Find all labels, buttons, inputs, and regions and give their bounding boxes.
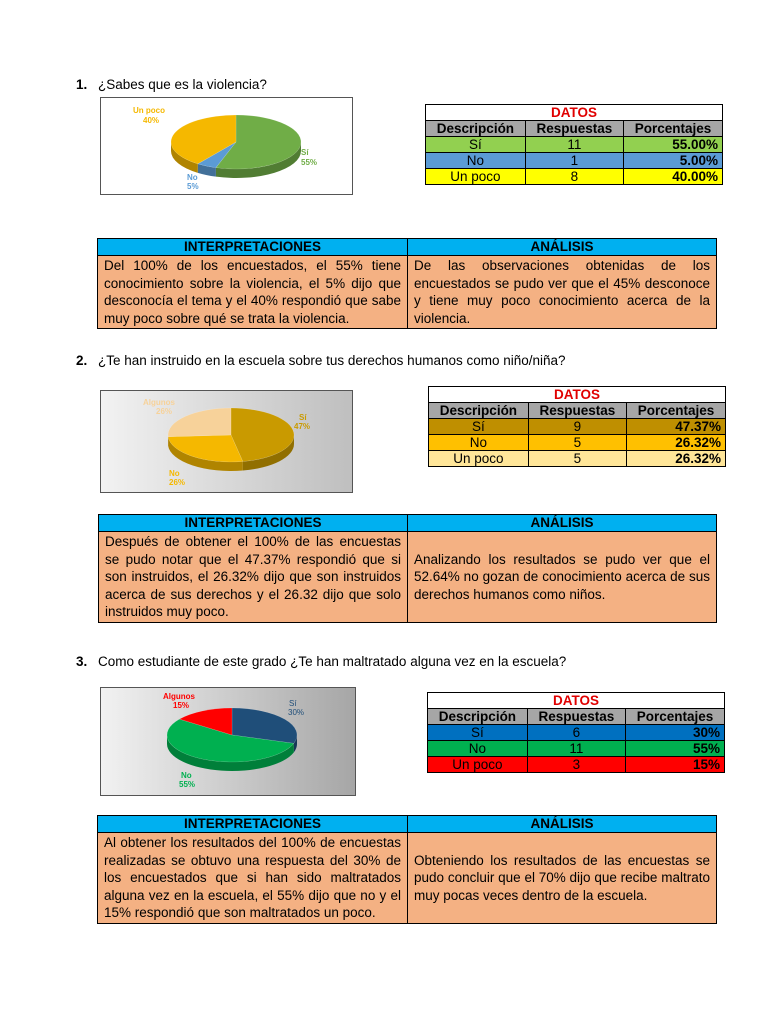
interp-text: Al obtener los resultados del 100% de encuestas realizadas se obtuvo una respuesta del 30% de los encuestados que si han sido maltratados alguna vez en la escuela, el 55% dijo que no y el 15% respondió que son maltratados un poco. [98,833,408,924]
cell-resp: 3 [527,757,625,773]
interpretation-table-3 [97,815,717,924]
data-table-2 [428,386,726,467]
cell-resp: 6 [527,725,625,741]
col-header-descripcion: Descripción [429,403,529,419]
pie-label-si-pct: 47% [294,422,311,431]
cell-pct: 26.32% [626,435,725,451]
pie-label-si: Sí [289,699,297,708]
analysis-text: De las observaciones obtenidas de los encuestados se pudo ver que el 45% desconoce y tiene muy poco conocimiento acerca de la violencia. [408,256,717,329]
analysis-text: Obteniendo los resultados de las encuestas se pudo concluir que el 70% dijo que recibe maltrato muy pocas veces dentro de la escuela. [408,833,717,924]
table-row [426,153,723,169]
question-number: 2. [76,353,88,368]
cell-desc: Un poco [426,169,526,185]
pie-label-no-pct: 26% [169,478,186,487]
pie-slice-algunos [168,408,231,437]
cell-resp: 5 [528,435,626,451]
cell-resp: 5 [528,451,626,467]
interpretation-table-1 [97,238,717,329]
table-row [426,137,723,153]
cell-desc: No [428,741,528,757]
table-title: DATOS [428,693,725,709]
pie-label-no-pct: 5% [187,182,199,191]
interp-header: INTERPRETACIONES [98,816,408,833]
question-number: 3. [76,654,88,669]
interp-header: INTERPRETACIONES [98,239,408,256]
pie-label-no: No [187,173,198,182]
cell-pct: 30% [625,725,724,741]
col-header-respuestas: Respuestas [528,403,626,419]
interp-header: INTERPRETACIONES [99,515,408,532]
question-text: ¿Te han instruido en la escuela sobre tus derechos humanos como niño/niña? [98,353,566,368]
pie-chart-1 [100,97,353,195]
pie-chart-2 [100,390,353,493]
cell-desc: Un poco [429,451,529,467]
interp-text: Después de obtener el 100% de las encuestas se pudo notar que el 47.37% respondió que si son instruidos, el 26.32% dijo que son instruidos acerca de sus derechos y el 26.32 dijo que solo instruidos muy poco. [99,532,408,623]
cell-desc: Sí [428,725,528,741]
cell-resp: 11 [525,137,623,153]
cell-desc: Sí [429,419,529,435]
question-2 [76,353,566,368]
col-header-porcentajes: Porcentajes [623,121,722,137]
analysis-text: Analizando los resultados se pudo ver que el 52.64% no gozan de conocimiento acerca de sus derechos humanos como niños. [408,532,717,623]
pie-label-algunos: Algunos [143,398,175,407]
cell-desc: No [426,153,526,169]
pie-label-si: Sí [301,148,309,157]
table-row [428,757,725,773]
question-text: Como estudiante de este grado ¿Te han maltratado alguna vez en la escuela? [98,654,567,669]
pie-label-no-pct: 55% [179,780,196,789]
question-number: 1. [76,77,88,92]
cell-resp: 11 [527,741,625,757]
pie-label-algunos: Algunos [163,692,195,701]
analysis-header: ANÁLISIS [408,515,717,532]
cell-pct: 15% [625,757,724,773]
analysis-header: ANÁLISIS [408,239,717,256]
pie-label-si-pct: 30% [288,708,305,717]
pie-chart-svg [101,688,355,795]
pie-label-unpoco-pct: 40% [143,116,160,125]
cell-resp: 1 [525,153,623,169]
pie-label-unpoco: Un poco [133,106,165,115]
cell-pct: 55.00% [623,137,722,153]
table-row [426,169,723,185]
cell-desc: Sí [426,137,526,153]
pie-label-si-pct: 55% [301,158,318,167]
interp-text: Del 100% de los encuestados, el 55% tiene conocimiento sobre la violencia, el 5% dijo que desconocía el tema y el 40% respondió que sabe muy poco sobre qué se trata la violencia. [98,256,408,329]
table-title: DATOS [429,387,726,403]
data-table-1 [425,104,723,185]
cell-desc: No [429,435,529,451]
question-3 [76,654,566,669]
col-header-porcentajes: Porcentajes [625,709,724,725]
cell-pct: 40.00% [623,169,722,185]
pie-label-algunos-pct: 26% [156,407,173,416]
analysis-header: ANÁLISIS [408,816,717,833]
col-header-respuestas: Respuestas [527,709,625,725]
cell-pct: 5.00% [623,153,722,169]
table-row [429,451,726,467]
pie-chart-svg [101,391,352,492]
cell-desc: Un poco [428,757,528,773]
table-row [429,435,726,451]
cell-pct: 26.32% [626,451,725,467]
col-header-descripcion: Descripción [426,121,526,137]
pie-label-si: Sí [299,413,307,422]
interpretation-table-2 [98,514,717,623]
col-header-respuestas: Respuestas [525,121,623,137]
cell-pct: 55% [625,741,724,757]
col-header-porcentajes: Porcentajes [626,403,725,419]
question-text: ¿Sabes que es la violencia? [98,77,267,92]
pie-label-no: No [169,469,180,478]
data-table-3 [427,692,725,773]
pie-label-no: No [181,771,192,780]
cell-resp: 8 [525,169,623,185]
pie-chart-3 [100,687,356,796]
table-title: DATOS [426,105,723,121]
question-1 [76,77,267,92]
pie-chart-svg [101,98,352,194]
table-row [429,419,726,435]
table-row [428,741,725,757]
cell-resp: 9 [528,419,626,435]
table-row [428,725,725,741]
cell-pct: 47.37% [626,419,725,435]
col-header-descripcion: Descripción [428,709,528,725]
pie-label-algunos-pct: 15% [173,701,190,710]
